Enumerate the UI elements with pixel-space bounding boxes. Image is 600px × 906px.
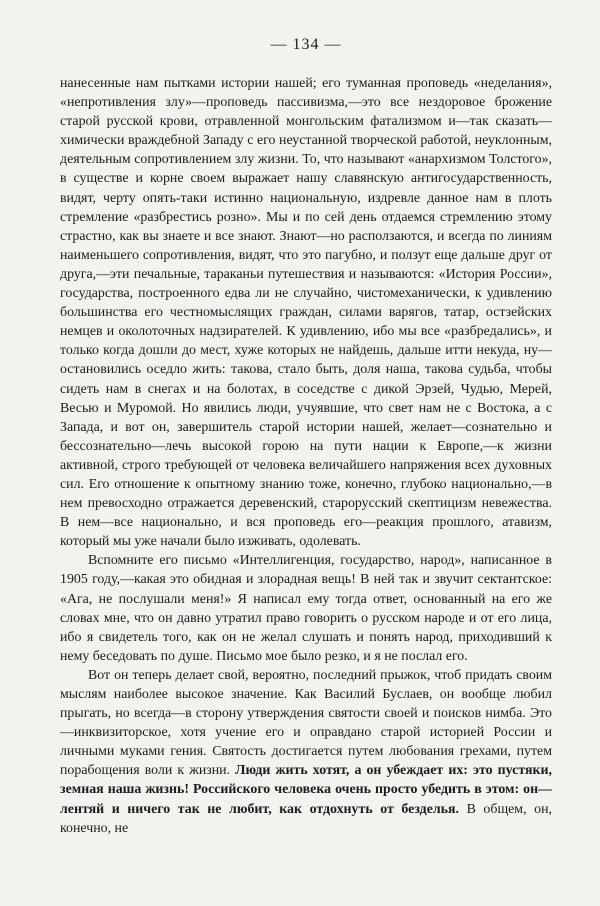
paragraph-1: нанесенные нам пытками истории нашей; его туманная проповедь «неделания», «непротивления злу»—проповедь пассивизма,—это все нездоровое брожение старой русской крови, отравленной монгольским фатализмом и—так сказать—химически враждебной Западу с его неустанной творческой работой, неуклонным, деятельным сопротивлением злу жизни. То, что называют «анархизмом Толстого», в существе и корне своем выражает нашу славянскую антигосударственность, видят, черту опять-таки истинно национальную, издревле данное нам в плоть стремление «разбрестись розно». Мы и по сей день отдаемся стремлению этому страстно, как вы знаете и все знают. Знают—но расползаются, и всегда по линиям наименьшего сопротивления, видят, что это пагубно, и ползут еще дальше друг от друга,—эти печальные, тараканьи путешествия и называются: «История России», государства, построенного едва ли не случайно, чистомеханически, к удивлению большинства его честномыслящих граждан, силами варягов, татар, остзейских немцев и околоточных надзирателей. К удивлению, ибо мы все «разбредались», и только когда дошли до мест, хуже которых не найдешь, дальше итти некуда, ну—остановились оседло жить: такова, стало быть, доля наша, такова судьба, чтобы сидеть нам в снегах и на болотах, в соседстве с дикой Эрзей, Чудью, Мерей, Весью и Муромой. Но явились люди, учуявшие, что свет нам не с Востока, а с Запада, и вот он, завершитель старой истории нашей, желает—сознательно и бессознательно—лечь высокой горою на пути нации к Европе,—к жизни активной, строго требующей от человека величайшего напряжения всех духовных сил. Его отношение к опытному знанию тоже, конечно, глубоко национально,—в нем превосходно отражается деревенский, старорусский скептицизм невежества. В нем—все национально, и вся проповедь его—реакция прошлого, атавизм, который мы уже начали было изживать, одолевать. (60, 76, 552, 550)
paragraph-3-bold-text: Люди жить хотят, а он убеждает их: это пустяки, земная наша жизнь! Российского человека очень просто убедить в этом: он—лентяй и ничего так не любит, как отдохнуть от безделья. (60, 763, 552, 817)
paragraph-2: Вспомните его письмо «Интеллигенция, государство, народ», написанное в 1905 году,—какая это обидная и злорадная вещь! В ней так и звучит сектантское: «Ага, не послушали меня!» Я написал ему тогда ответ, основанный на его же словах мне, что он давно утратил право говорить о русском народе и от его лица, ибо я свидетель того, как он не желал слушать и понять народ, приходивший к нему беседовать по душе. Письмо мое было резко, и я не послал его. (60, 553, 552, 664)
paragraph-3-text: Вот он теперь делает свой, вероятно, последний прыжок, чтоб придать своим мыслям наиболее высокое значение. Как Василий Буслаев, он вообще любил прыгать, но всегда—в сторону утверждения святости своей и поисков нимба. Это—инквизиторское, хотя учение его и оправдано старой историей России и личными муками гения. Святость достигается путем любования грехами, путем порабощения воли к жизни. (60, 667, 552, 779)
paragraph-3-tail-text: В общем, он, конечно, не (60, 801, 552, 836)
paragraph-3 (60, 666, 552, 838)
page-number: — 134 — (270, 36, 342, 53)
body-text (60, 74, 552, 838)
